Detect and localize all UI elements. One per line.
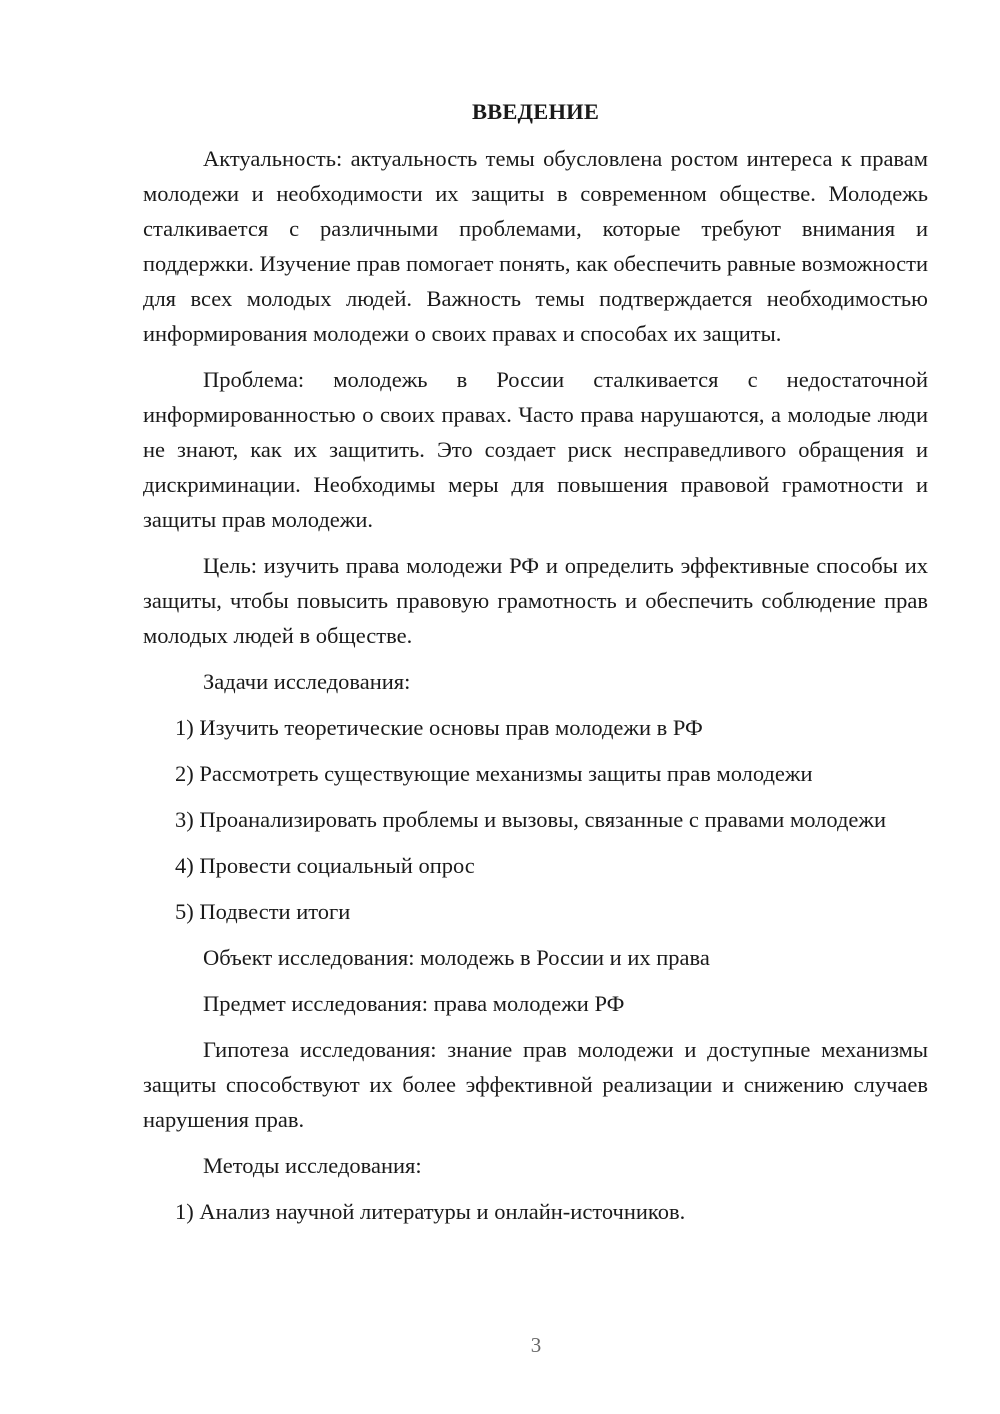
task-item-4: 4) Провести социальный опрос <box>175 853 475 878</box>
tasks-heading: Задачи исследования: <box>203 669 411 694</box>
task-item-2: 2) Рассмотреть существующие механизмы защиты прав молодежи <box>175 761 813 786</box>
subject-paragraph: Предмет исследования: права молодежи РФ <box>203 991 625 1016</box>
task-item-3: 3) Проанализировать проблемы и вызовы, связанные с правами молодежи <box>175 807 887 832</box>
page-content <box>143 94 928 1229</box>
task-item-1: 1) Изучить теоретические основы прав молодежи в РФ <box>175 715 703 740</box>
relevance-paragraph: Актуальность: актуальность темы обусловлена ростом интереса к правам молодежи и необходимости их защиты в современном обществе. Молодежь сталкивается с различными проблемами, которые требуют внимания и поддержки. Изучение прав помогает понять, как обеспечить равные возможности для всех молодых людей. Важность темы подтверждается необходимостью информирования молодежи о своих правах и способах их защиты. <box>143 146 928 346</box>
hypothesis-paragraph: Гипотеза исследования: знание прав молодежи и доступные механизмы защиты способствуют их более эффективной реализации и снижению случаев нарушения прав. <box>143 1037 928 1132</box>
problem-paragraph: Проблема: молодежь в России сталкивается с недостаточной информированностью о своих правах. Часто права нарушаются, а молодые люди не знают, как их защитить. Это создает риск несправедливого обращения и дискриминации. Необходимы меры для повышения правовой грамотности и защиты прав молодежи. <box>143 367 928 532</box>
method-item-1: 1) Анализ научной литературы и онлайн-источников. <box>175 1199 686 1224</box>
methods-heading: Методы исследования: <box>203 1153 422 1178</box>
object-paragraph: Объект исследования: молодежь в России и их права <box>203 945 710 970</box>
goal-paragraph: Цель: изучить права молодежи РФ и определить эффективные способы их защиты, чтобы повысить правовую грамотность и обеспечить соблюдение прав молодых людей в обществе. <box>143 553 928 648</box>
section-title: ВВЕДЕНИЕ <box>471 99 600 124</box>
page-number: 3 <box>530 1333 542 1357</box>
task-item-5: 5) Подвести итоги <box>175 899 351 924</box>
